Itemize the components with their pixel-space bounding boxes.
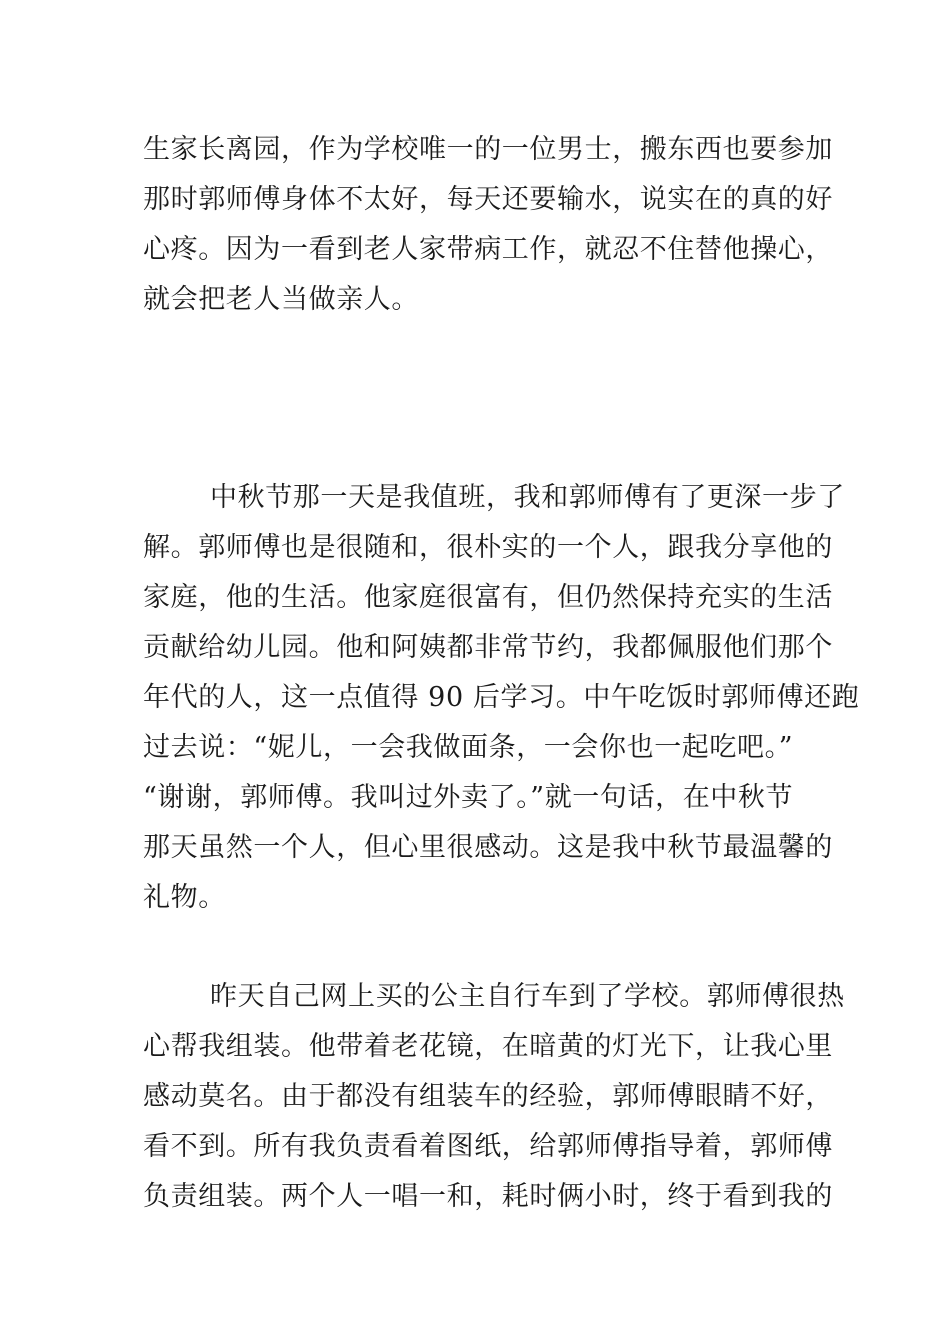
- paragraph-3-line-3: 感动莫名。由于都没有组装车的经验，郭师傅眼睛不好，: [143, 1081, 833, 1112]
- paragraph-1-line-2: 那时郭师傅身体不太好，每天还要输水，说实在的真的好: [143, 184, 833, 215]
- paragraph-2-line-5: 年代的人，这一点值得 90 后学习。中午吃饭时郭师傅还跑: [143, 682, 860, 713]
- paragraph-2-line-2: 解。郭师傅也是很随和，很朴实的一个人，跟我分享他的: [143, 532, 833, 563]
- paragraph-1-line-3: 心疼。因为一看到老人家带病工作，就忍不住替他操心，: [143, 234, 833, 265]
- paragraph-2-line-1: 中秋节那一天是我值班，我和郭师傅有了更深一步了: [210, 482, 845, 513]
- paragraph-3-line-4: 看不到。所有我负责看着图纸，给郭师傅指导着，郭师傅: [143, 1131, 833, 1162]
- paragraph-1-line-1: 生家长离园，作为学校唯一的一位男士，搬东西也要参加: [143, 134, 833, 165]
- paragraph-2-line-6: 过去说：“妮儿，一会我做面条，一会你也一起吃吧。”: [143, 732, 794, 763]
- paragraph-2-line-4: 贡献给幼儿园。他和阿姨都非常节约，我都佩服他们那个: [143, 632, 833, 663]
- paragraph-2-line-9: 礼物。: [143, 882, 226, 913]
- paragraph-2-line-7: “谢谢，郭师傅。我叫过外卖了。”就一句话，在中秋节: [143, 782, 794, 813]
- paragraph-2-line-3: 家庭，他的生活。他家庭很富有，但仍然保持充实的生活: [143, 582, 833, 613]
- paragraph-1-line-4: 就会把老人当做亲人。: [143, 284, 419, 315]
- paragraph-3-line-2: 心帮我组装。他带着老花镜，在暗黄的灯光下，让我心里: [143, 1031, 833, 1062]
- paragraph-3-line-1: 昨天自己网上买的公主自行车到了学校。郭师傅很热: [210, 981, 845, 1012]
- paragraph-3-line-5: 负责组装。两个人一唱一和，耗时俩小时，终于看到我的: [143, 1181, 833, 1212]
- paragraph-2-line-8: 那天虽然一个人，但心里很感动。这是我中秋节最温馨的: [143, 832, 833, 863]
